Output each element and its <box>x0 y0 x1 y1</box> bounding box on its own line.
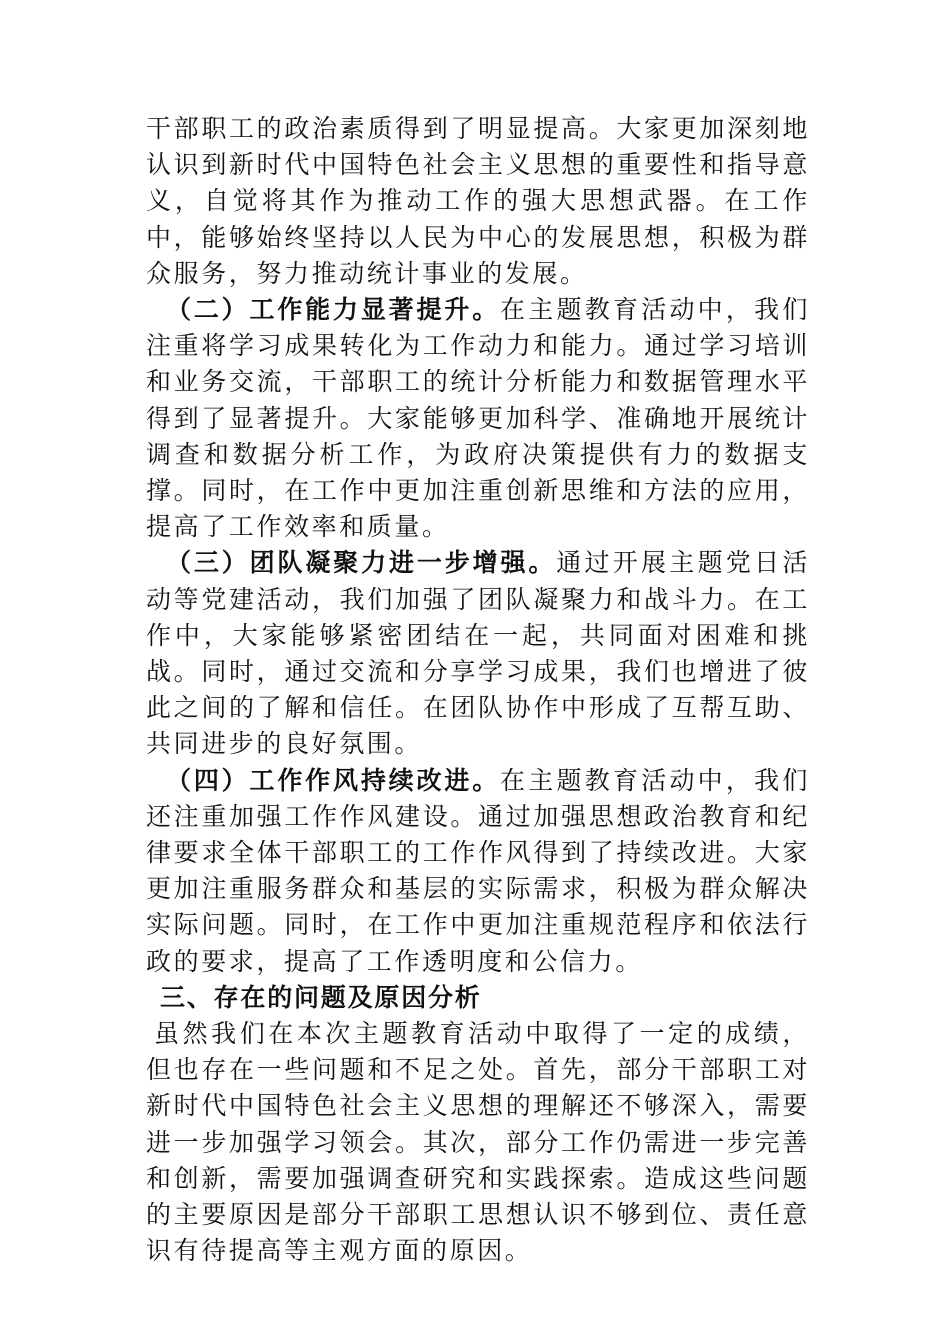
paragraph-problems-analysis <box>146 1016 810 1269</box>
paragraph-team-cohesion <box>146 545 810 762</box>
subheading-work-style: （四）工作作风持续改进。 <box>166 765 501 795</box>
section-heading-problems: 三、存在的问题及原因分析 <box>160 982 482 1012</box>
paragraph-text: 在主题教育活动中，我们还注重加强工作作风建设。通过加强思想政治教育和纪律要求全体干部职工的工作作风得到了持续改进。大家更加注重服务群众和基层的实际需求，积极为群众解决实际问题。同时，在工作中更加注重规范程序和依法行政的要求，提高了工作透明度和公信力。 <box>146 765 810 976</box>
subheading-team-cohesion: （三）团队凝聚力进一步增强。 <box>166 548 557 578</box>
paragraph-work-style <box>146 763 810 980</box>
paragraph-work-ability <box>146 292 810 545</box>
paragraph-political-quality <box>146 111 810 292</box>
paragraph-text: 通过开展主题党日活动等党建活动，我们加强了团队凝聚力和战斗力。在工作中，大家能够紧密团结在一起，共同面对困难和挑战。同时，通过交流和分享学习成果，我们也增进了彼此之间的了解和信任。在团队协作中形成了互帮互助、共同进步的良好氛围。 <box>146 548 810 759</box>
document-body <box>146 111 810 1270</box>
paragraph-text: 干部职工的政治素质得到了明显提高。大家更加深刻地认识到新时代中国特色社会主义思想的重要性和指导意义，自觉将其作为推动工作的强大思想武器。在工作中，能够始终坚持以人民为中心的发展思想，积极为群众服务，努力推动统计事业的发展。 <box>146 114 810 288</box>
paragraph-text: 虽然我们在本次主题教育活动中取得了一定的成绩，但也存在一些问题和不足之处。首先，部分干部职工对新时代中国特色社会主义思想的理解还不够深入，需要进一步加强学习领会。其次，部分工作仍需进一步完善和创新，需要加强调查研究和实践探索。造成这些问题的主要原因是部分干部职工思想认识不够到位、责任意识有待提高等主观方面的原因。 <box>146 1019 810 1266</box>
paragraph-text: 在主题教育活动中，我们注重将学习成果转化为工作动力和能力。通过学习培训和业务交流，干部职工的统计分析能力和数据管理水平得到了显著提升。大家能够更加科学、准确地开展统计调查和数据分析工作，为政府决策提供有力的数据支撑。同时，在工作中更加注重创新思维和方法的应用，提高了工作效率和质量。 <box>146 295 810 542</box>
subheading-work-ability: （二）工作能力显著提升。 <box>166 295 501 325</box>
